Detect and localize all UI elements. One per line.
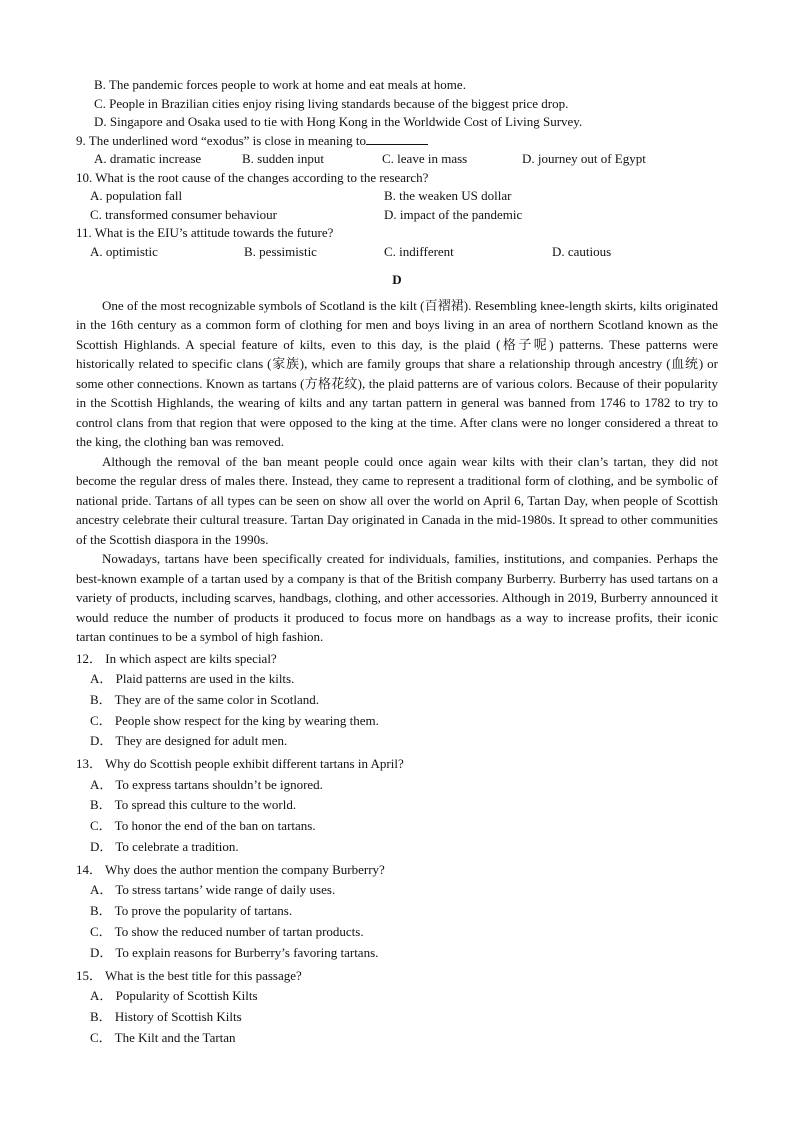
question-stem: 12． In which aspect are kilts special? <box>76 650 277 666</box>
option: B. pessimistic <box>244 243 317 259</box>
option: B． They are of the same color in Scotland. <box>90 691 320 707</box>
exam-page <box>76 76 718 1048</box>
option: D． To celebrate a tradition. <box>90 839 239 855</box>
option: A． To stress tartans’ wide range of daily uses. <box>90 882 336 898</box>
question-11-options <box>76 243 718 262</box>
question-13 <box>76 754 718 858</box>
section-heading: D <box>392 272 402 287</box>
question-10-options-row2 <box>76 206 718 225</box>
question-15 <box>76 966 718 1049</box>
question-10-options-row1 <box>76 187 718 206</box>
passage-paragraph: Nowadays, tartans have been specifically created for individuals, families, institutions, and companies. Perhaps the best-known example of a tartan used by a company is that of the British company Burberry. Burberry has used tartans on a variety of products, including scarves, handbags, clothing, and other accessories. Although in 2019, Burberry announced it would reduce the number of products it produced to focus more on handbags as a way to increase profits, their iconic tartan continues to be a symbol of high fashion. <box>76 551 718 644</box>
question-stem: 14． Why does the author mention the company Burberry? <box>76 861 385 877</box>
question-9 <box>76 132 718 151</box>
option: A． Plaid patterns are used in the kilts. <box>90 671 295 686</box>
option: D. impact of the pandemic <box>384 206 523 222</box>
passage-paragraph: Although the removal of the ban meant people could once again wear kilts with their clan’s tartan, they did not become the regular dress of males there. Instead, they came to represent a traditional form of clothing, and be symbolic of national pride. Tartans of all types can be seen on show all over the world on April 6, Tartan Day, when people of Scottish ancestry celebrate their cultural treasure. Tartan Day originated in Canada in the mid-1980s. It spread to other communities of the Scottish diaspora in the 1990s. <box>76 453 718 547</box>
option: C. leave in mass <box>382 151 468 166</box>
question-12 <box>76 649 718 753</box>
question-11-stem: 11. What is the EIU’s attitude towards the future? <box>76 225 334 240</box>
option: B． History of Scottish Kilts <box>90 1008 242 1024</box>
option: B． To prove the popularity of tartans. <box>90 903 293 919</box>
option: D. cautious <box>552 243 612 259</box>
option: C． To honor the end of the ban on tartans. <box>90 818 316 834</box>
option: A. optimistic <box>90 243 158 259</box>
option: C． People show respect for the king by wearing them. <box>90 712 379 728</box>
option: D． To explain reasons for Burberry’s favoring tartans. <box>90 944 379 960</box>
option-d: D. Singapore and Osaka used to tie with Hong Kong in the Worldwide Cost of Living Survey. <box>94 114 583 129</box>
option: A． To express tartans shouldn’t be ignored. <box>90 776 323 792</box>
option-b: B. The pandemic forces people to work at home and eat meals at home. <box>94 77 466 92</box>
option: B． To spread this culture to the world. <box>90 797 297 813</box>
option: D． They are designed for adult men. <box>90 733 288 749</box>
option: C. transformed consumer behaviour <box>90 206 278 222</box>
question-9-options <box>76 150 718 169</box>
option: C． To show the reduced number of tartan products. <box>90 923 364 939</box>
question-stem: 13． Why do Scottish people exhibit different tartans in April? <box>76 756 404 772</box>
answer-blank <box>366 132 428 145</box>
option: C． The Kilt and the Tartan <box>90 1029 236 1045</box>
option: D. journey out of Egypt <box>522 151 646 166</box>
option: A. dramatic increase <box>94 151 202 166</box>
question-9-stem: 9. The underlined word “exodus” is close in meaning to <box>76 132 367 148</box>
option: B. sudden input <box>242 151 324 166</box>
passage-paragraph: One of the most recognizable symbols of Scotland is the kilt (百褶裙). Resembling knee-length skirts, kilts originated in the 16th century as a common form of clothing for men and boys living in an area of northern Scotland known as the Scottish Highlands. A special feature of kilts, even to this day, is the plaid (格子呢) patterns. These patterns were historically related to specific clans (家族), which are family groups that share a relationship through ancestry (血统) or some other connections. Known as tartans (方格花纹), the plaid patterns are of various colors. Because of their popularity in the Scottish Highlands, the wearing of kilts and any tartan pattern in general was banned from 1746 to 1782 to try to control clans from that region that were opposed to the king at the time. After clans were no longer considered a threat to the king, the clothing ban was removed. <box>76 297 718 449</box>
option: A. population fall <box>90 188 183 203</box>
question-14 <box>76 860 718 964</box>
option: C. indifferent <box>384 243 454 259</box>
question-stem: 15． What is the best title for this passage? <box>76 967 302 983</box>
option: B. the weaken US dollar <box>384 188 512 203</box>
option-c: C. People in Brazilian cities enjoy rising living standards because of the biggest price drop. <box>94 95 569 111</box>
option: A． Popularity of Scottish Kilts <box>90 988 258 1004</box>
question-10-stem: 10. What is the root cause of the changes according to the research? <box>76 169 429 185</box>
